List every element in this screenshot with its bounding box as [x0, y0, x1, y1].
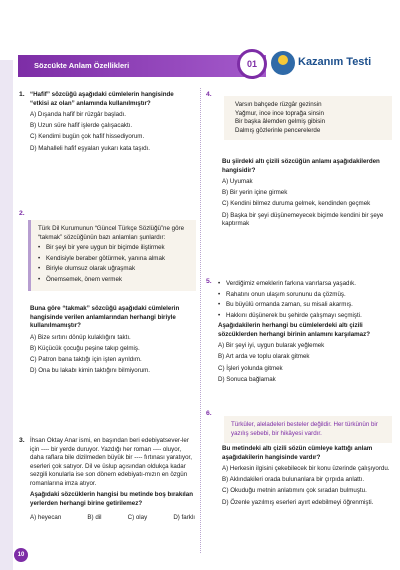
q2-bullet: • Biriyle olumsuz olarak uğraşmak: [38, 265, 189, 274]
q1-number: 1.: [19, 91, 25, 98]
q6-option-a[interactable]: A) Herkesin ilgisini çekebilecek bir konu üzerinde çalışıyordu.: [222, 465, 390, 473]
q2-number: 2.: [19, 210, 25, 217]
q2-option-a[interactable]: A) Bize sırtını dönüp kulaklığını taktı.: [30, 333, 131, 341]
q2-option-c[interactable]: C) Patron bana taktığı için işten ayrıldım.: [30, 355, 142, 363]
q1-option-b[interactable]: B) Uzun süre hafif işlerde çalışacaktı.: [30, 122, 133, 130]
q5-bullet: • Verdiğimiz emeklerin farkına varırlarsa yaşadık.: [218, 280, 392, 289]
q4-poem-line: Yağmur, ince ince toprağa sinsin: [235, 109, 324, 117]
q5-option-d[interactable]: D) Sonuca bağlamak: [218, 375, 276, 383]
q5-option-a[interactable]: A) Bir şeyi iyi, uygun bularak yeğlemek: [218, 342, 325, 350]
q4-stem: Bu şiirdeki altı çizili sözcüğün anlamı aşağıdakilerden hangisidir?: [222, 158, 380, 174]
q5-number: 5.: [206, 278, 212, 285]
q4-poem-box: [224, 96, 392, 140]
q4-number: 4.: [206, 91, 212, 98]
q2-bullet: • Kendisiyle beraber götürmek, yanına almak: [38, 255, 189, 264]
q2-intro: Türk Dil Kurumunun “Güncel Türkçe Sözlüğü”ne göre “takmak” sözcüğünün bazı anlamları şunlardır:: [38, 225, 185, 241]
q3-stem: Aşağıdaki sözcüklerin hangisi bu metinde boş bırakılan yerlerden herhangi birine getirilemez?: [30, 491, 193, 507]
q3-option-c[interactable]: C) olay: [127, 514, 148, 522]
test-number: 01: [246, 59, 257, 69]
q4-option-d[interactable]: D) Başka bir şeyi düşünemeyecek biçimde kendini bir şeye kaptırmak: [222, 211, 384, 228]
q6-quote: Türküler, aleladeleri besteler değildir. Her türkünün bir yazılış sebebi, bir hikâyesi vardır.: [231, 421, 378, 437]
question-2: [30, 305, 196, 378]
q5-bullet: • Bu büyülü ormanda zaman, su misali akarmış.: [218, 301, 392, 310]
section-header: [18, 55, 266, 77]
q5-stem: Aşağıdakilerin herhangi bu cümlelerdeki altı çizili sözcüklerden herhangi birinin anlamını karşılamaz?: [218, 322, 370, 338]
q6-option-d[interactable]: D) Özenle yazılmış eserleri ayırt edebilmeyi öğrenmişti.: [222, 498, 374, 506]
q3-option-d[interactable]: D) farklı: [173, 514, 195, 522]
q3-option-a[interactable]: A) heyecan: [30, 514, 62, 522]
q4-option-b[interactable]: B) Bir yerin içine girmek: [222, 189, 288, 197]
q4-option-a[interactable]: A) Uyumak: [222, 178, 253, 186]
test-title: Kazanım Testi: [298, 56, 372, 68]
q2-definition-box: [28, 220, 196, 291]
q2-option-b[interactable]: B) Küçücük çocuğu peşine takıp gelmiş.: [30, 344, 140, 352]
q5-option-b[interactable]: B) Art arda ve toplu olarak gitmek: [218, 353, 310, 361]
test-number-badge: [237, 49, 267, 79]
q1-option-a[interactable]: A) Dışarıda hafif bir rüzgâr başladı.: [30, 111, 126, 119]
q3-number: 3.: [19, 437, 25, 444]
q1-stem-1: “Hafif” sözcüğü aşağıdaki cümlelerin hangisinde: [30, 91, 174, 98]
q5-bullet: • Rahatını onun ulaşım sorununu da çözmüş.: [218, 291, 392, 300]
q5-bullet: • Hakkını düşünerek bu şehirde çalışmayı seçmişti.: [218, 312, 392, 321]
question-5: [218, 278, 392, 387]
section-title: Sözcükte Anlam Özellikleri: [34, 61, 130, 70]
column-divider: [200, 88, 201, 553]
question-1: [30, 91, 196, 156]
test-logo-icon: [271, 51, 295, 75]
q4-option-c[interactable]: C) Kendini bilmez duruma gelmek, kendinden geçmek: [222, 200, 371, 208]
q2-stem: Buna göre “takmak” sözcüğü aşağıdaki cümlelerin hangisinde verilen anlamlarından herhangi biriyle kullanılmamıştır?: [30, 305, 180, 330]
q2-option-d[interactable]: D) Ona bu lakabı kimin taktığını bilmiyorum.: [30, 367, 151, 375]
q6-option-b[interactable]: B) Aklındakileri orada bulunanlara bir çırpıda anlattı.: [222, 476, 365, 484]
q6-number: 6.: [206, 410, 212, 417]
q1-option-c[interactable]: C) Kendimi bugün çok hafif hissediyorum.: [30, 133, 145, 141]
q6-quote-box: [224, 416, 392, 443]
q3-passage: İhsan Oktay Anar ismi, en başından beri edebiyatsever-ler için ---- bir yerde duruyor. Yazdığı her roman ---- oluyor, daha raflara bile dizilmeden büyük bir ---- fırtınası yaratıyor, eserleri çok satıyor. Dil ve üslup açısından oldukça kadar sezgili konularla ise son dönem edebiyatı-mızın en özgün romanlarına imza atıyor.: [30, 437, 192, 487]
q1-option-d[interactable]: D) Mahalleli hafif eşyaları yukarı kata taşıdı.: [30, 144, 151, 152]
q4-poem-line: Dalmış gözlerinle pencerelerde: [235, 126, 321, 134]
q3-option-b[interactable]: B) dil: [87, 514, 102, 522]
q2-bullet: • Önemsemek, önem vermek: [38, 276, 189, 285]
q2-bullet: • Bir şeyi bir yere uygun bir biçimde iliştirmek: [38, 244, 189, 253]
question-3: [30, 437, 196, 523]
q5-option-c[interactable]: C) İşleri yolunda gitmek: [218, 364, 283, 372]
q1-stem-2: “etkisi az olan” anlamında kullanılmıştır?: [30, 99, 151, 107]
q6-option-c[interactable]: C) Okuduğu metnin anlatımını çok sıradan bulmuştu.: [222, 487, 367, 495]
brand-vertical: [1, 270, 12, 330]
q4-poem-line: Bir başka âlemden gelmiş gibisin: [235, 118, 326, 126]
q6-stem: Bu metindeki altı çizili sözün cümleye kattığı anlam aşağıdakilerin hangisinde vardır?: [222, 445, 373, 461]
question-4: [222, 158, 392, 231]
q4-poem-line: Varsın bahçede rüzgâr gezinsin: [235, 101, 322, 108]
brand-text: [0, 277, 1, 313]
page-number: 10: [14, 548, 28, 562]
question-6: [222, 445, 392, 510]
